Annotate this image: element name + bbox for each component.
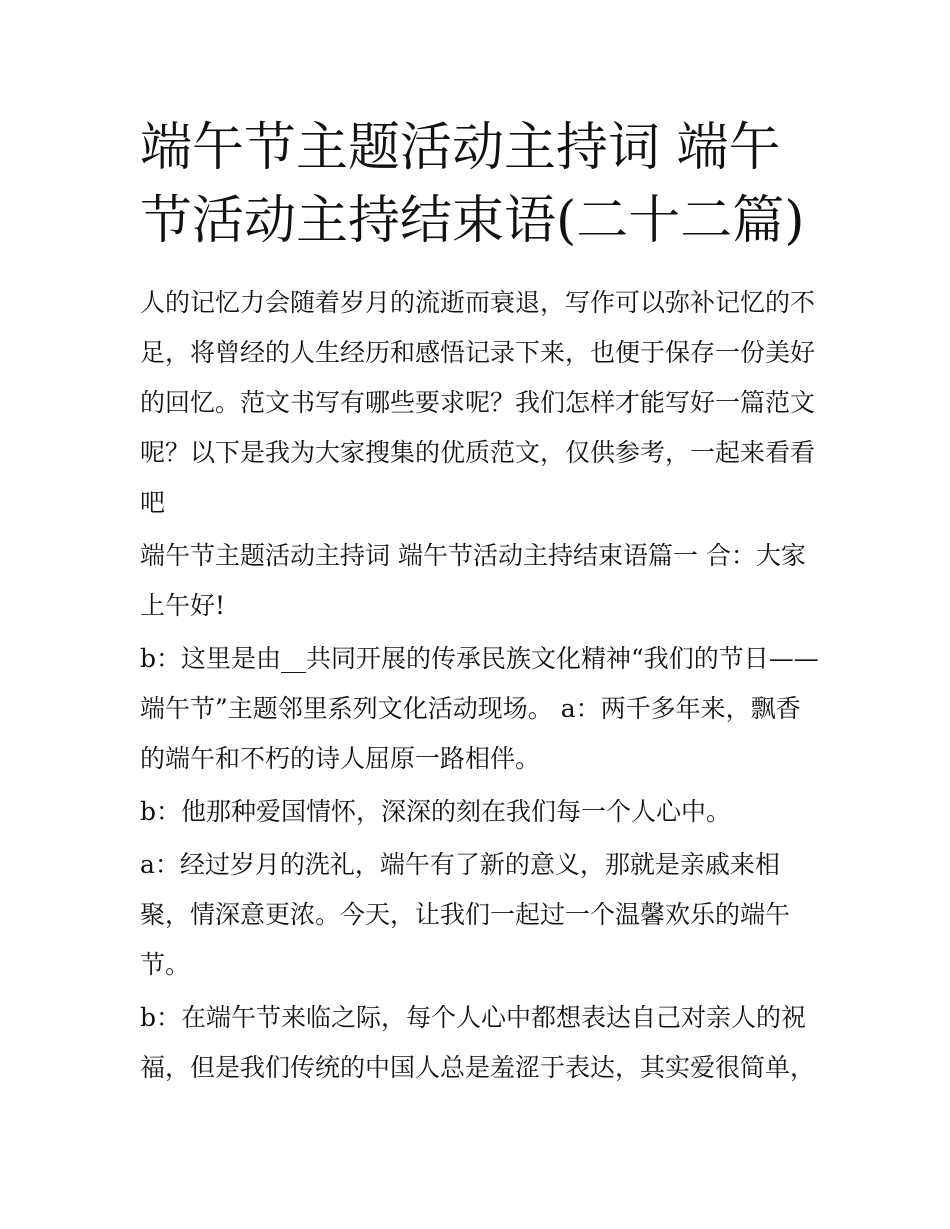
document-body [140, 278, 822, 1096]
document-title: 端午节主题活动主持词 端午节活动主持结束语(二十二篇) [140, 118, 805, 251]
paragraph-dialogue-b3: b：在端午节来临之际，每个人心中都想表达自己对亲人的祝福，但是我们传统的中国人总是羞涩于表达，其实爱很简单， [140, 1003, 816, 1082]
paragraph-dialogue-b2: b：他那种爱国情怀，深深的刻在我们每一个人心中。 [140, 797, 732, 826]
paragraph-section-heading: 端午节主题活动主持词 端午节活动主持结束语篇一 合：大家上午好! [140, 541, 806, 620]
paragraph-dialogue-a1: a：经过岁月的洗礼，端午有了新的意义，那就是亲戚来相聚，情深意更浓。今天，让我们一起过一个温馨欢乐的端午节。 [140, 850, 791, 979]
paragraph-dialogue-b1: b：这里是由__共同开展的传承民族文化精神“我们的节日——端午节”主题邻里系列文化活动现场。 a：两千多年来，飘香的端午和不朽的诗人屈原一路相伴。 [140, 644, 819, 773]
paragraph-intro: 人的记忆力会随着岁月的流逝而衰退，写作可以弥补记忆的不足，将曾经的人生经历和感悟记录下来，也便于保存一份美好的回忆。范文书写有哪些要求呢？我们怎样才能写好一篇范文呢？以下是我为大家搜集的优质范文，仅供参考，一起来看看吧 [140, 288, 816, 517]
